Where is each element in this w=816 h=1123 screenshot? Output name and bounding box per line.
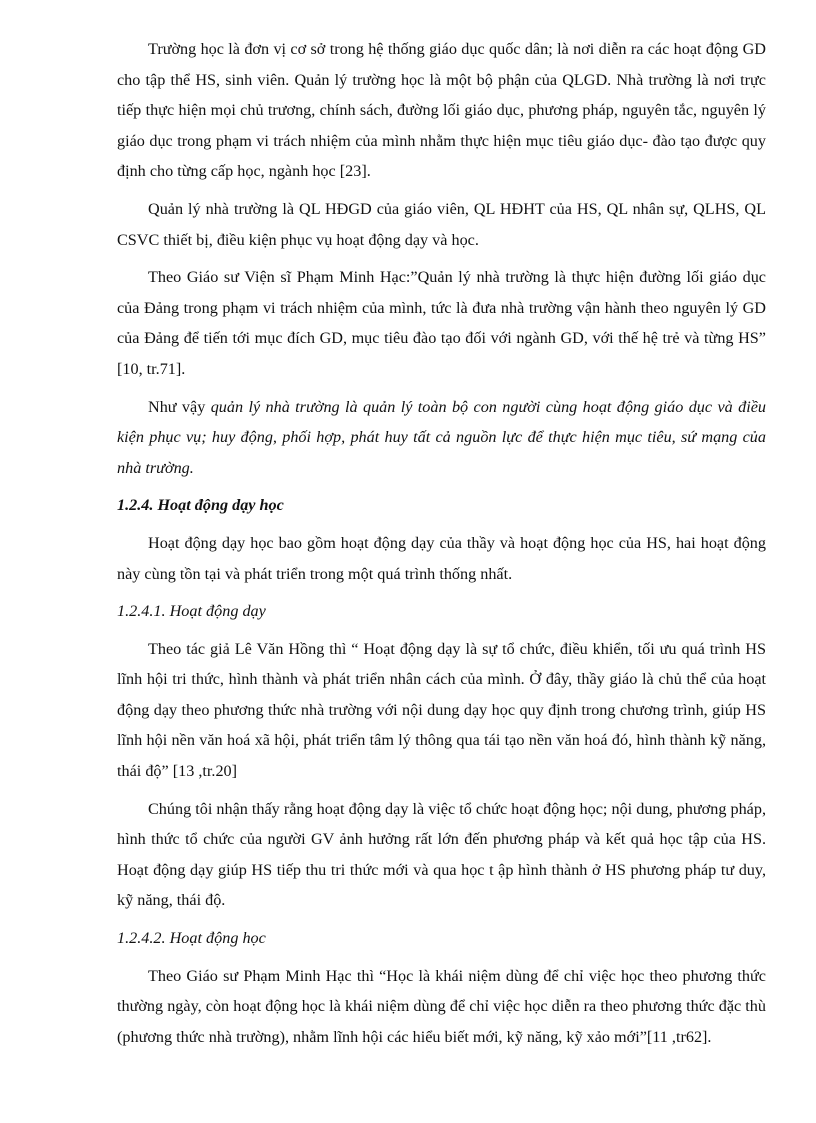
document-body <box>117 34 766 1059</box>
paragraph-school-definition: Trường học là đơn vị cơ sở trong hệ thống giáo dục quốc dân; là nơi diễn ra các hoạt động GD cho tập thể HS, sinh viên. Quản lý trường học là một bộ phận của QLGD. Nhà trường là nơi trực tiếp thực hiện mọi chủ trương, chính sách, đường lối giáo dục, phương pháp, nguyên tắc, nguyên lý giáo dục trong phạm vi trách nhiệm của mình nhằm thực hiện mục tiêu giáo dục- đào tạo được quy định cho từng cấp học, ngành học [23]. <box>117 40 766 181</box>
paragraph-school-management-scope: Quản lý nhà trường là QL HĐGD của giáo viên, QL HĐHT của HS, QL nhân sự, QLHS, QL CSVC thiết bị, điều kiện phục vụ hoạt động dạy và học. <box>117 199 766 249</box>
conclusion-lead-text: Như vậy <box>148 397 211 416</box>
paragraph-teaching-activity-overview: Hoạt động dạy học bao gồm hoạt động dạy của thầy và hoạt động học của HS, hai hoạt động này cùng tồn tại và phát triển trong một quá trình thống nhất. <box>117 533 766 583</box>
section-heading-1-2-4-2: 1.2.4.2. Hoạt động học <box>117 929 266 948</box>
paragraph-le-van-hong-quote: Theo tác giả Lê Văn Hồng thì “ Hoạt động dạy là sự tổ chức, điều khiển, tối ưu quá trình HS lĩnh hội tri thức, hình thành và phát triển nhân cách của mình. Ở đây, thầy giáo là chủ thể của hoạt động dạy theo phương thức nhà trường với nội dung dạy học quy định trong chương trình, giúp HS lĩnh hội nền văn hoá xã hội, phát triển tâm lý thông qua tái tạo nền văn hoá đó, hình thành kỹ năng, thái độ” [13 ,tr.20] <box>117 639 766 781</box>
paragraph-teaching-observation: Chúng tôi nhận thấy rằng hoạt động dạy là việc tổ chức hoạt động học; nội dung, phương pháp, hình thức tổ chức của người GV ảnh hưởng rất lớn đến phương pháp và kết quả học tập của HS. Hoạt động dạy giúp HS tiếp thu tri thức mới và qua học t ập hình thành ở HS phương pháp tư duy, kỹ năng, thái độ. <box>117 799 766 910</box>
conclusion-italic-text: quản lý nhà trường là quản lý toàn bộ con người cùng hoạt động giáo dục và điều kiện phục vụ; huy động, phối hợp, phát huy tất cả nguồn lực để thực hiện mục tiêu, sứ mạng của nhà trường. <box>117 397 766 477</box>
paragraph-pham-minh-hac-quote: Theo Giáo sư Viện sĩ Phạm Minh Hạc:”Quản lý nhà trường là thực hiện đường lối giáo dục của Đảng trong phạm vi trách nhiệm của mình, tức là đưa nhà trường vận hành theo nguyên lý GD của Đảng để tiến tới mục đích GD, mục tiêu đào tạo đối với ngành GD, với thế hệ trẻ và từng HS” [10, tr.71]. <box>117 268 766 378</box>
section-heading-1-2-4-1: 1.2.4.1. Hoạt động dạy <box>117 602 266 621</box>
paragraph-conclusion <box>117 392 766 484</box>
paragraph-learning-activity-quote: Theo Giáo sư Phạm Minh Hạc thì “Học là khái niệm dùng để chỉ việc học theo phương thức thường ngày, còn hoạt động học là khái niệm dùng để chỉ việc học diễn ra theo phương thức đặc thù (phương thức nhà trường), nhằm lĩnh hội các hiểu biết mới, kỹ năng, kỹ xảo mới”[11 ,tr62]. <box>117 966 766 1046</box>
section-heading-1-2-4: 1.2.4. Hoạt động dạy học <box>117 496 284 515</box>
